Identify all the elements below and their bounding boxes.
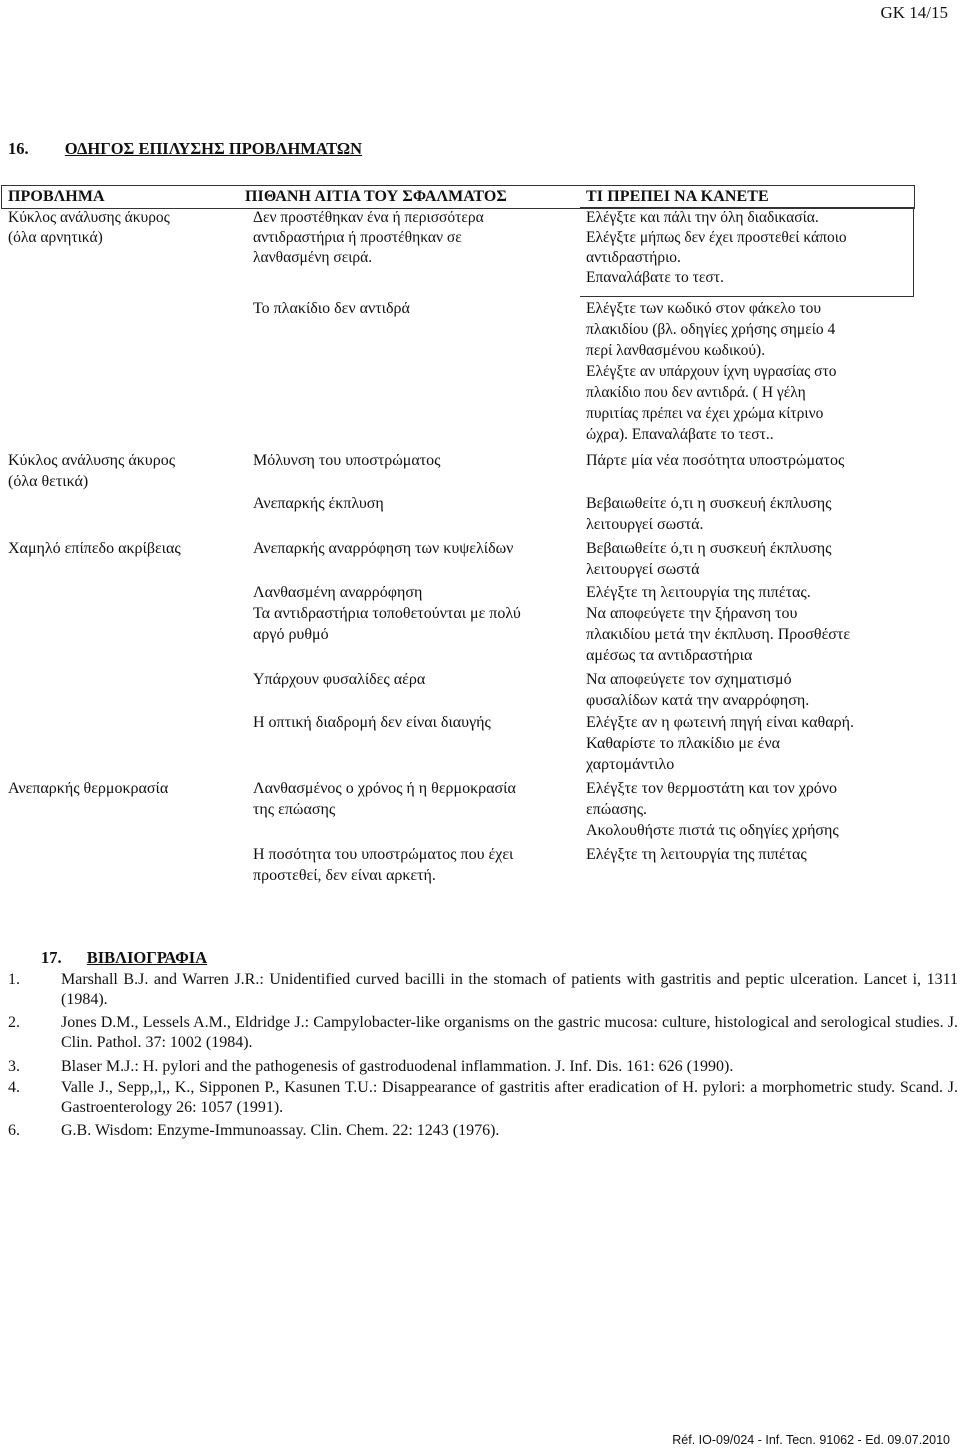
bibliography-item	[8, 1121, 958, 1141]
bibliography-text: Valle J., Sepp,,l,, K., Sipponen P., Kasunen T.U.: Disappearance of gastritis after eradication of H. pylori: a morphometric study. Scand. J. Gastroenterology 26: 1057 (1991).	[61, 1079, 958, 1116]
table-cell-problem	[8, 208, 170, 248]
cell-line: αμέσως τα αντιδραστήρια	[586, 647, 753, 664]
cell-line: Το πλακίδιο δεν αντιδρά	[253, 300, 410, 317]
cell-line: Πάρτε μία νέα ποσότητα υποστρώματος	[586, 452, 845, 469]
cell-line: λειτουργεί σωστά	[586, 561, 700, 578]
cell-line: Βεβαιωθείτε ό,τι η συσκευή έκπλυσης	[586, 540, 832, 557]
header-action: ΤΙ ΠΡΕΠΕΙ ΝΑ ΚΑΝΕΤΕ	[586, 188, 769, 205]
section-17-heading	[41, 947, 207, 968]
cell-line: Ανεπαρκής αναρρόφηση των κυψελίδων	[253, 540, 514, 557]
bibliography-item	[8, 1057, 958, 1077]
cell-line: Υπάρχουν φυσαλίδες αέρα	[253, 671, 426, 688]
cell-line: φυσαλίδων κατά την αναρρόφηση.	[586, 692, 810, 709]
bibliography-text: Blaser M.J.: H. pylori and the pathogenesis of gastroduodenal inflammation. J. Inf. Dis. 161: 626 (1990).	[61, 1058, 734, 1075]
cell-line: Ελέγξτε τη λειτουργία της πιπέτας	[586, 846, 807, 863]
cell-line: Ελέγξτε αν η φωτεινή πηγή είναι καθαρή.	[586, 714, 854, 731]
table-cell-action	[586, 582, 811, 603]
cell-line: πλακιδίου μετά την έκπλυση. Προσθέστε	[586, 626, 851, 643]
cell-line: (όλα αρνητικά)	[8, 229, 103, 246]
cell-line: Ελέγξτε τον θερμοστάτη και τον χρόνο	[586, 780, 838, 797]
table-cell-action	[586, 208, 847, 288]
cell-line: πλακιδίου (βλ. οδηγίες χρήσης σημείο 4	[586, 321, 836, 338]
section-17-number: 17.	[41, 948, 62, 967]
cell-line: Να αποφεύγετε την ξήρανση του	[586, 605, 798, 622]
cell-line: λανθασμένη σειρά.	[253, 249, 373, 266]
bibliography-text: Jones D.M., Lessels A.M., Eldridge J.: Campylobacter-like organisms on the gastric mucosa: culture, histological and serological studies. J. Clin. Pathol. 37: 1002 (1984).	[61, 1014, 958, 1051]
bibliography-item	[8, 1078, 958, 1118]
cell-line: λειτουργεί σωστά.	[586, 516, 704, 533]
footer-reference: Réf. IO-09/024 - Inf. Tecn. 91062 - Ed. 09.07.2010	[672, 1433, 950, 1447]
cell-line: αργό ρυθμό	[253, 626, 329, 643]
table-cell-cause	[253, 603, 521, 645]
table-cell-action	[586, 450, 844, 471]
header-cause: ΠΙΘΑΝΗ ΑΙΤΙΑ ΤΟΥ ΣΦΑΛΜΑΤΟΣ	[245, 188, 507, 205]
cell-line: Ελέγξτε και πάλι την όλη διαδικασία.	[586, 209, 819, 226]
section-16-heading	[8, 138, 362, 159]
cell-line: αντιδραστήρια ή προστέθηκαν σε	[253, 229, 462, 246]
table-cell-cause	[253, 582, 422, 603]
cell-line: Τα αντιδραστήρια τοποθετούνται με πολύ	[253, 605, 521, 622]
cell-line: Δεν προστέθηκαν ένα ή περισσότερα	[253, 209, 484, 226]
cell-line: Να αποφεύγετε τον σχηματισμό	[586, 671, 792, 688]
cell-line: Βεβαιωθείτε ό,τι η συσκευή έκπλυσης	[586, 495, 832, 512]
table-cell-problem	[8, 538, 181, 559]
cell-line: Λανθασμένη αναρρόφηση	[253, 584, 423, 601]
table-cell-action	[586, 298, 836, 445]
bibliography-number: 4.	[8, 1079, 20, 1096]
cell-line: Ελέγξτε μήπως δεν έχει προστεθεί κάποιο	[586, 229, 847, 246]
table-cell-problem	[8, 450, 175, 492]
table-cell-cause	[253, 298, 410, 319]
cell-line: επώασης.	[586, 801, 648, 818]
cell-line: Επαναλάβατε το τεστ.	[586, 269, 724, 286]
bibliography-text: Marshall B.J. and Warren J.R.: Unidentified curved bacilli in the stomach of patients with gastritis and peptic ulceration. Lancet i, 1311 (1984).	[61, 971, 958, 1008]
cell-line: Ελέγξτε των κωδικό στον φάκελο του	[586, 300, 822, 317]
cell-line: Η οπτική διαδρομή δεν είναι διαυγής	[253, 714, 491, 731]
table-cell-cause	[253, 712, 491, 733]
table-cell-cause	[253, 778, 516, 820]
table-cell-action	[586, 538, 832, 580]
cell-line: Ανεπαρκής θερμοκρασία	[8, 780, 169, 797]
table-cell-action	[586, 603, 850, 666]
cell-line: (όλα θετικά)	[8, 473, 89, 490]
cell-line: Χαμηλό επίπεδο ακρίβειας	[8, 540, 181, 557]
table-cell-cause	[253, 493, 384, 514]
cell-line: Ελέγξτε αν υπάρχουν ίχνη υγρασίας στο	[586, 363, 837, 380]
section-16-number: 16.	[8, 139, 29, 158]
table-cell-cause	[253, 844, 513, 886]
table-cell-cause	[253, 450, 441, 471]
table-cell-action	[586, 844, 807, 865]
table-cell-cause	[253, 669, 425, 690]
table-cell-cause	[253, 538, 513, 559]
table-cell-action	[586, 712, 854, 775]
cell-line: χαρτομάντιλο	[586, 756, 675, 773]
cell-line: Ακολουθήστε πιστά τις οδηγίες χρήσης	[586, 822, 839, 839]
cell-line: πλακίδιο που δεν αντιδρά. ( Η γέλη	[586, 384, 806, 401]
section-17-title: ΒΙΒΛΙΟΓΡΑΦΙΑ	[86, 948, 208, 967]
cell-line: περί λανθασμένου κωδικού).	[586, 342, 766, 359]
cell-line: Κύκλος ανάλυσης άκυρος	[8, 452, 176, 469]
bibliography-item	[8, 1013, 958, 1053]
table-cell-cause	[253, 208, 484, 268]
cell-line: Ανεπαρκής έκπλυση	[253, 495, 384, 512]
bibliography-number: 1.	[8, 971, 20, 988]
cell-line: ώχρα). Επαναλάβατε το τεστ..	[586, 426, 774, 443]
section-16-title: ΟΔΗΓΟΣ ΕΠΙΛΥΣΗΣ ΠΡΟΒΛΗΜΑΤΩΝ	[64, 139, 363, 158]
cell-line: αντιδραστήριο.	[586, 249, 681, 266]
cell-line: Κύκλος ανάλυσης άκυρος	[8, 209, 170, 226]
cell-line: Ελέγξτε τη λειτουργία της πιπέτας.	[586, 584, 811, 601]
table-cell-action	[586, 778, 839, 841]
cell-line: Η ποσότητα του υποστρώματος που έχει	[253, 846, 514, 863]
bibliography-item	[8, 970, 958, 1010]
cell-line: της επώασης	[253, 801, 336, 818]
cell-line: Καθαρίστε το πλακίδιο με ένα	[586, 735, 780, 752]
cell-line: Μόλυνση του υποστρώματος	[253, 452, 441, 469]
header-problem: ΠΡΟΒΛΗΜΑ	[8, 188, 105, 205]
cell-line: πυριτίας πρέπει να έχει χρώμα κίτρινο	[586, 405, 824, 422]
table-cell-action	[586, 493, 832, 535]
cell-line: προστεθεί, δεν είναι αρκετή.	[253, 867, 436, 884]
bibliography-number: 3.	[8, 1058, 20, 1075]
table-cell-action	[586, 669, 809, 711]
table-cell-problem	[8, 778, 168, 799]
bibliography-text: G.B. Wisdom: Enzyme-Immunoassay. Clin. Chem. 22: 1243 (1976).	[61, 1122, 500, 1139]
bibliography-number: 2.	[8, 1014, 20, 1031]
bibliography-number: 6.	[8, 1122, 20, 1139]
page-code: GK 14/15	[880, 3, 948, 22]
cell-line: Λανθασμένος ο χρόνος ή η θερμοκρασία	[253, 780, 516, 797]
